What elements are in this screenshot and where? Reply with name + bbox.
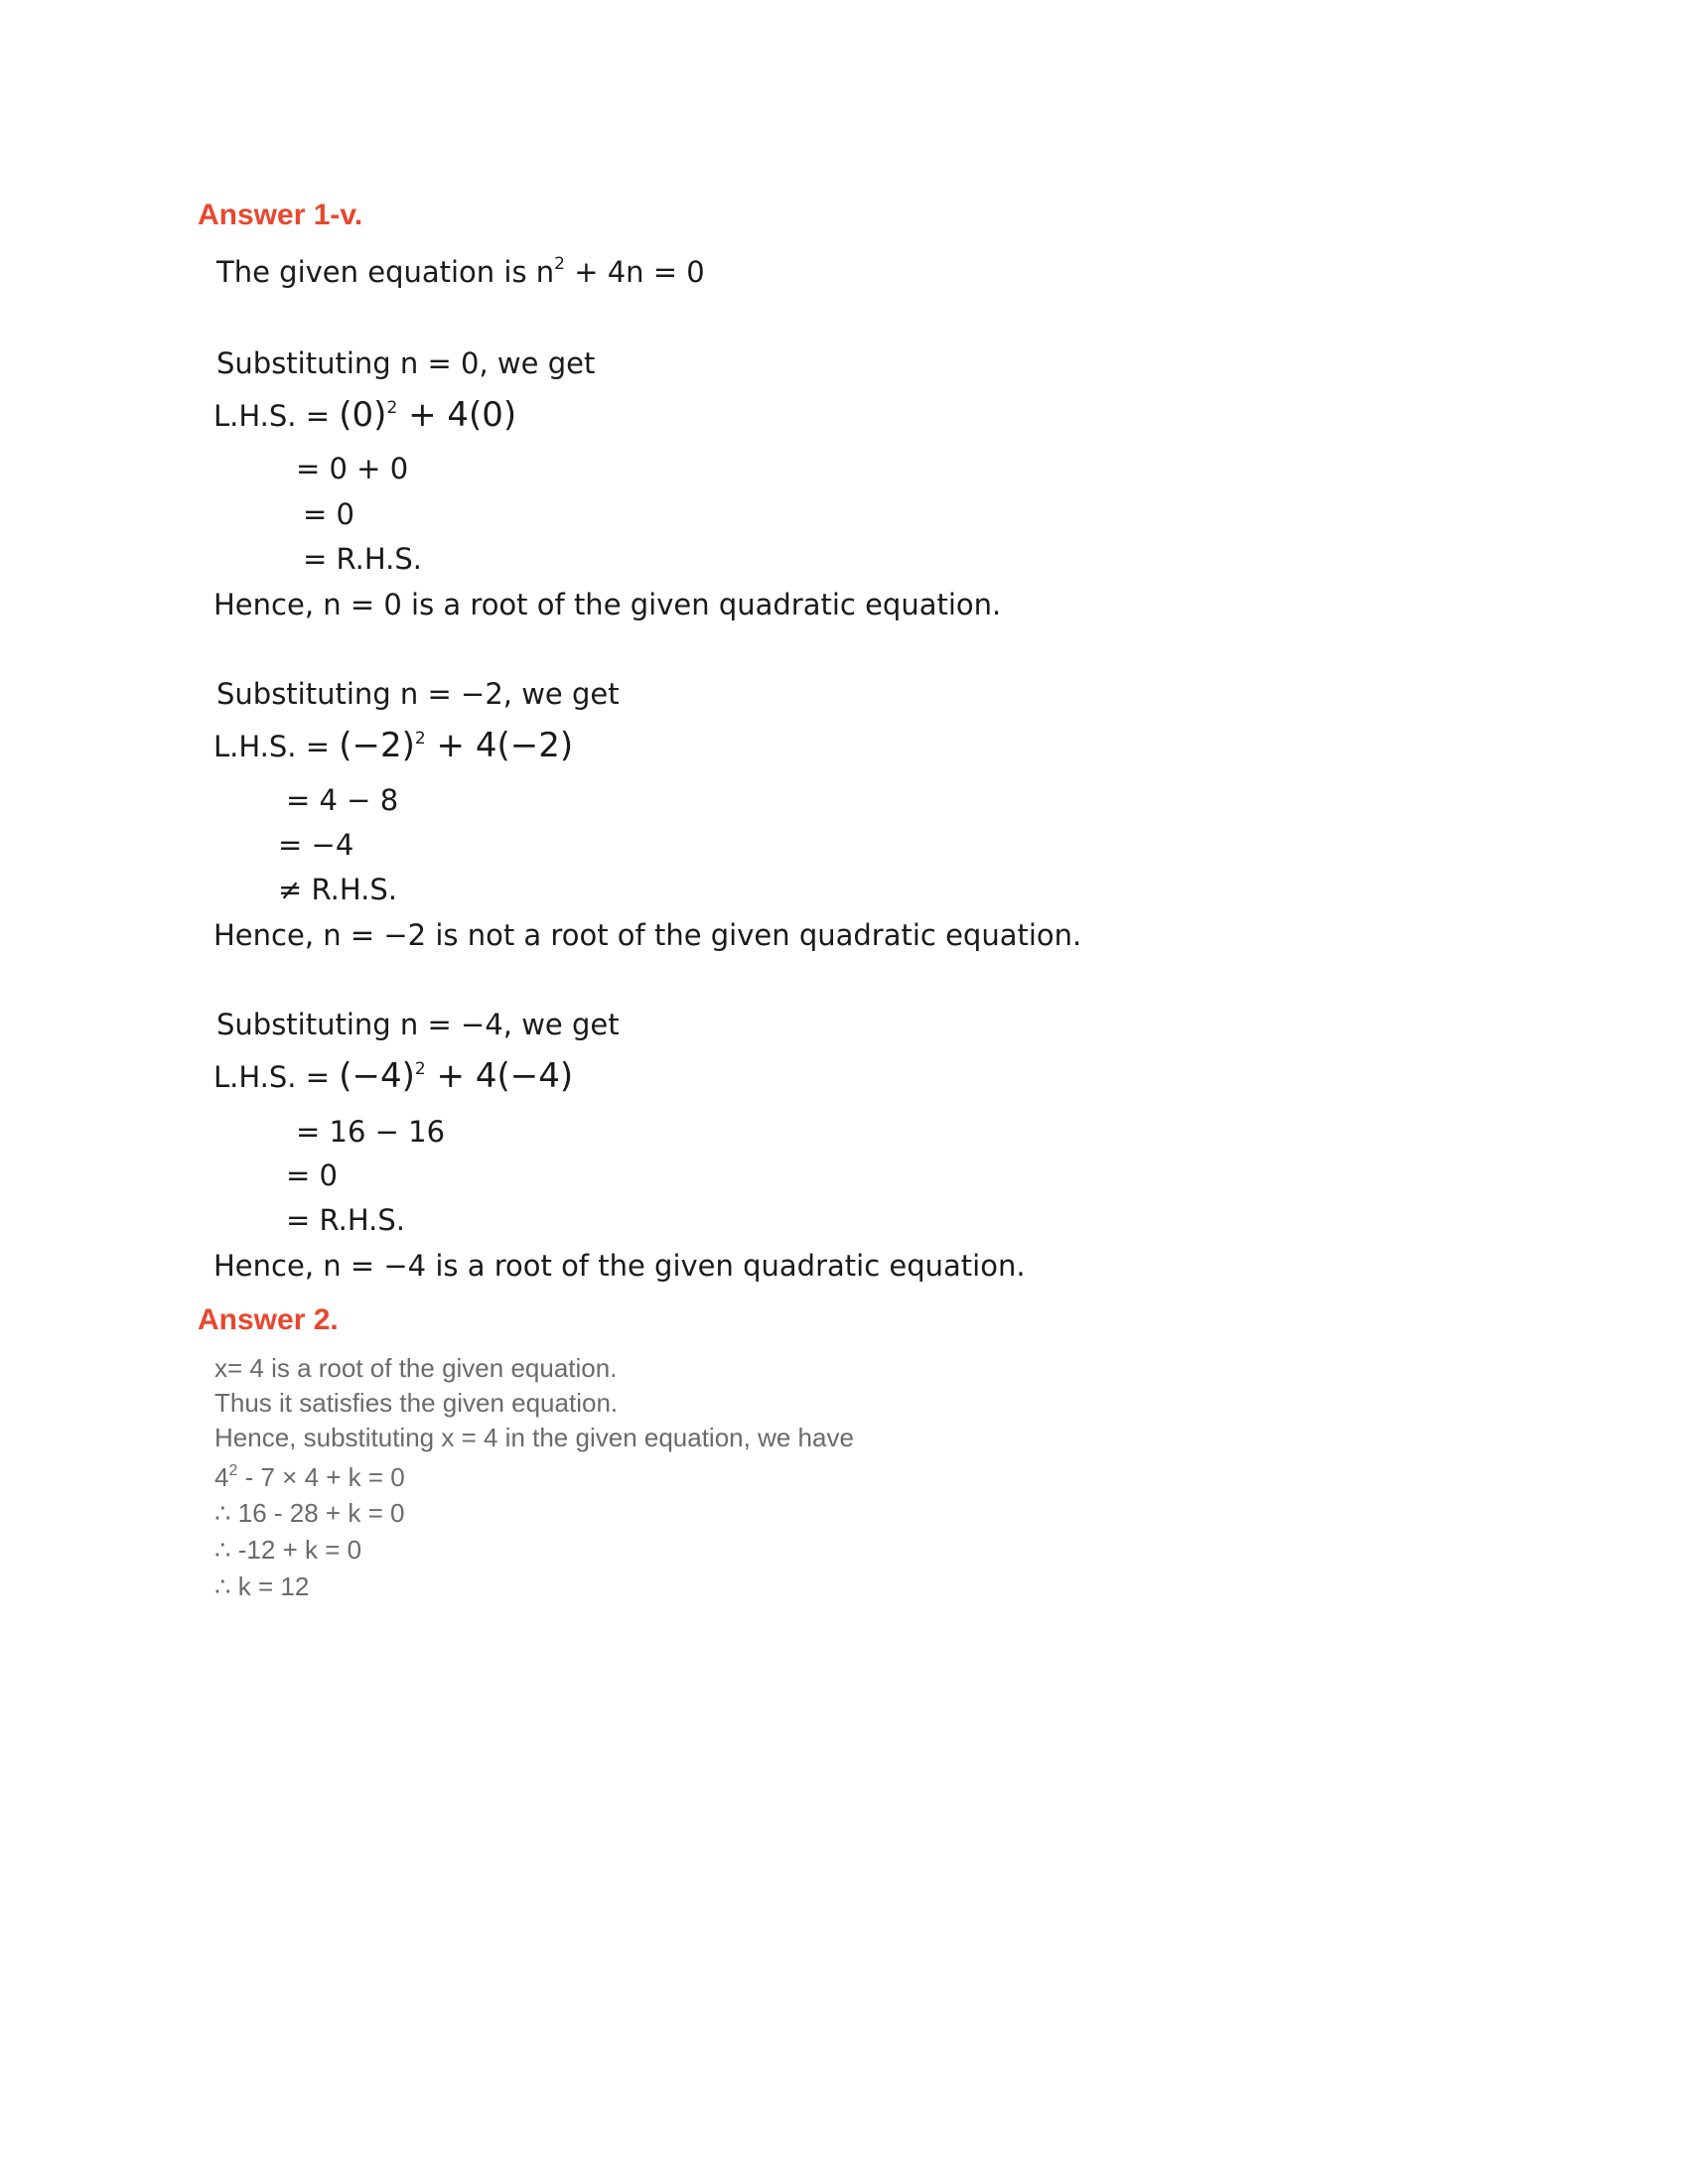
given-equation xyxy=(216,254,705,290)
case1-step1: = 0 + 0 xyxy=(296,452,409,485)
case2-step1: = 4 − 8 xyxy=(286,783,399,817)
case3-lhs-base: (−4) xyxy=(339,1056,415,1096)
case3-step2: = 0 xyxy=(286,1159,338,1192)
given-suffix: + 4n = 0 xyxy=(564,255,705,289)
case1-lhs-rest: + 4(0) xyxy=(397,395,517,435)
answer2-line4-exponent: 2 xyxy=(228,1462,238,1479)
case3-intro: Substituting n = −4, we get xyxy=(216,1008,620,1041)
case3-step1: = 16 − 16 xyxy=(296,1115,446,1149)
case1-lhs-exponent: 2 xyxy=(386,398,398,418)
case1-lhs-base: (0) xyxy=(339,395,387,435)
case1-step2: = 0 xyxy=(303,497,354,531)
answer2-line2: Thus it satisfies the given equation. xyxy=(214,1388,619,1418)
case1-intro: Substituting n = 0, we get xyxy=(216,346,596,380)
case2-lhs-base: (−2) xyxy=(339,726,415,765)
case2-lhs-rest: + 4(−2) xyxy=(425,726,574,765)
case1-lhs-prefix: L.H.S. = xyxy=(213,399,340,433)
case3-lhs-prefix: L.H.S. = xyxy=(213,1060,340,1094)
case1-lhs xyxy=(213,397,516,434)
answer2-line6: ∴ -12 + k = 0 xyxy=(214,1535,362,1565)
answer2-line4 xyxy=(214,1461,405,1493)
case2-lhs xyxy=(213,728,573,764)
answer2-line1: x= 4 is a root of the given equation. xyxy=(214,1353,618,1383)
case3-step3: = R.H.S. xyxy=(286,1203,405,1237)
case1-step3: = R.H.S. xyxy=(303,542,422,576)
answer2-line5: ∴ 16 - 28 + k = 0 xyxy=(214,1498,405,1528)
case2-lhs-prefix: L.H.S. = xyxy=(213,730,340,763)
case3-lhs-rest: + 4(−4) xyxy=(425,1056,574,1096)
case3-conclusion: Hence, n = −4 is a root of the given quadratic equation. xyxy=(213,1249,1026,1283)
case1-conclusion: Hence, n = 0 is a root of the given quadratic equation. xyxy=(213,588,1002,621)
answer2-line4-rest: - 7 × 4 + k = 0 xyxy=(237,1462,405,1492)
given-prefix: The given equation is n xyxy=(216,255,555,289)
case2-step2: = −4 xyxy=(278,828,354,862)
case2-intro: Substituting n = −2, we get xyxy=(216,677,620,711)
answer-1v-heading: Answer 1-v. xyxy=(198,199,363,231)
answer2-line7: ∴ k = 12 xyxy=(214,1571,310,1601)
case2-lhs-exponent: 2 xyxy=(414,729,426,749)
case2-conclusion: Hence, n = −2 is not a root of the given quadratic equation. xyxy=(213,918,1082,952)
answer2-line4-base: 4 xyxy=(214,1462,229,1492)
answer-2-heading: Answer 2. xyxy=(198,1303,339,1336)
case3-lhs-exponent: 2 xyxy=(414,1059,426,1079)
given-exponent: 2 xyxy=(554,254,565,274)
case3-lhs xyxy=(213,1058,573,1095)
case2-step3: ≠ R.H.S. xyxy=(278,873,397,906)
answer2-line3: Hence, substituting x = 4 in the given equation, we have xyxy=(214,1423,854,1452)
